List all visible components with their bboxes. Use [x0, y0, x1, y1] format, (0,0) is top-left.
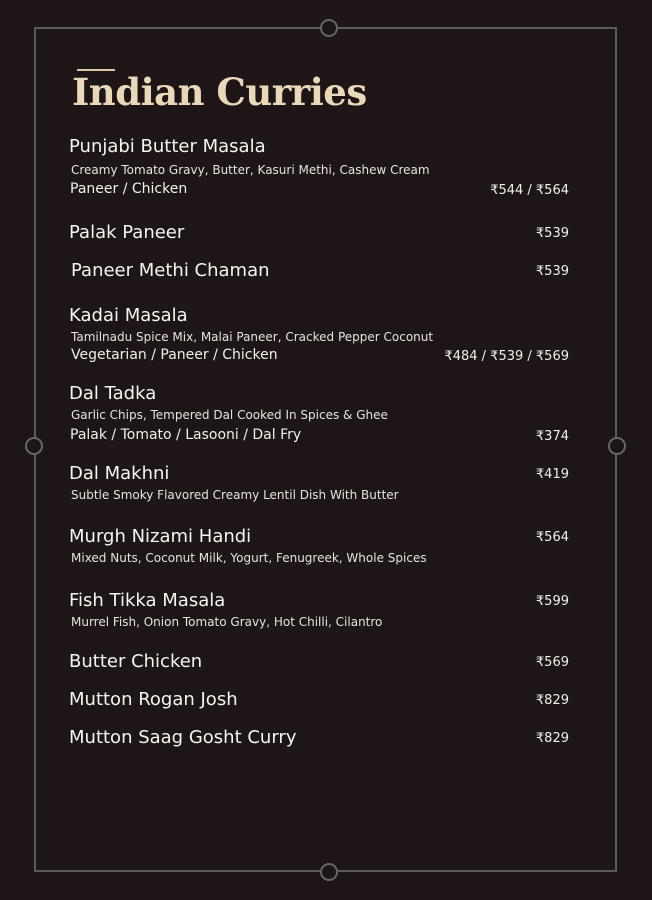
item-description: Creamy Tomato Gravy, Butter, Kasuri Methi, Cashew Cream	[71, 163, 430, 177]
item-name: Paneer Methi Chaman	[71, 260, 270, 281]
right-ornament	[608, 437, 626, 455]
item-price: ₹539	[535, 226, 569, 241]
item-price: ₹569	[535, 655, 569, 670]
item-price: ₹564	[535, 530, 569, 545]
item-name: Mutton Rogan Josh	[69, 689, 238, 710]
item-options: Vegetarian / Paneer / Chicken	[71, 347, 278, 363]
item-description: Tamilnadu Spice Mix, Malai Paneer, Cracked Pepper Coconut	[71, 330, 434, 344]
item-name: Punjabi Butter Masala	[69, 136, 266, 157]
left-ornament	[25, 437, 43, 455]
item-options: Paneer / Chicken	[70, 181, 188, 197]
top-ornament	[320, 19, 338, 37]
bottom-ornament	[320, 863, 338, 881]
item-description: Garlic Chips, Tempered Dal Cooked In Spices & Ghee	[71, 408, 388, 422]
item-options: Palak / Tomato / Lasooni / Dal Fry	[70, 427, 302, 443]
item-price: ₹539	[535, 264, 569, 279]
item-price: ₹484 / ₹539 / ₹569	[444, 349, 569, 364]
item-name: Fish Tikka Masala	[69, 590, 226, 611]
item-price: ₹544 / ₹564	[490, 183, 569, 198]
item-price: ₹829	[535, 731, 569, 746]
item-price: ₹374	[535, 429, 569, 444]
item-price: ₹419	[535, 467, 569, 482]
item-description: Murrel Fish, Onion Tomato Gravy, Hot Chilli, Cilantro	[71, 615, 383, 629]
item-name: Murgh Nizami Handi	[69, 526, 252, 547]
item-name: Dal Makhni	[69, 463, 170, 484]
page-title: Indian Curries	[72, 70, 367, 114]
item-name: Dal Tadka	[69, 383, 157, 404]
item-name: Palak Paneer	[69, 222, 185, 243]
item-description: Subtle Smoky Flavored Creamy Lentil Dish With Butter	[71, 488, 399, 502]
item-name: Mutton Saag Gosht Curry	[69, 727, 297, 748]
item-price: ₹599	[535, 594, 569, 609]
item-name: Kadai Masala	[69, 305, 188, 326]
item-name: Butter Chicken	[69, 651, 203, 672]
item-description: Mixed Nuts, Coconut Milk, Yogurt, Fenugreek, Whole Spices	[71, 551, 427, 565]
item-price: ₹829	[535, 693, 569, 708]
